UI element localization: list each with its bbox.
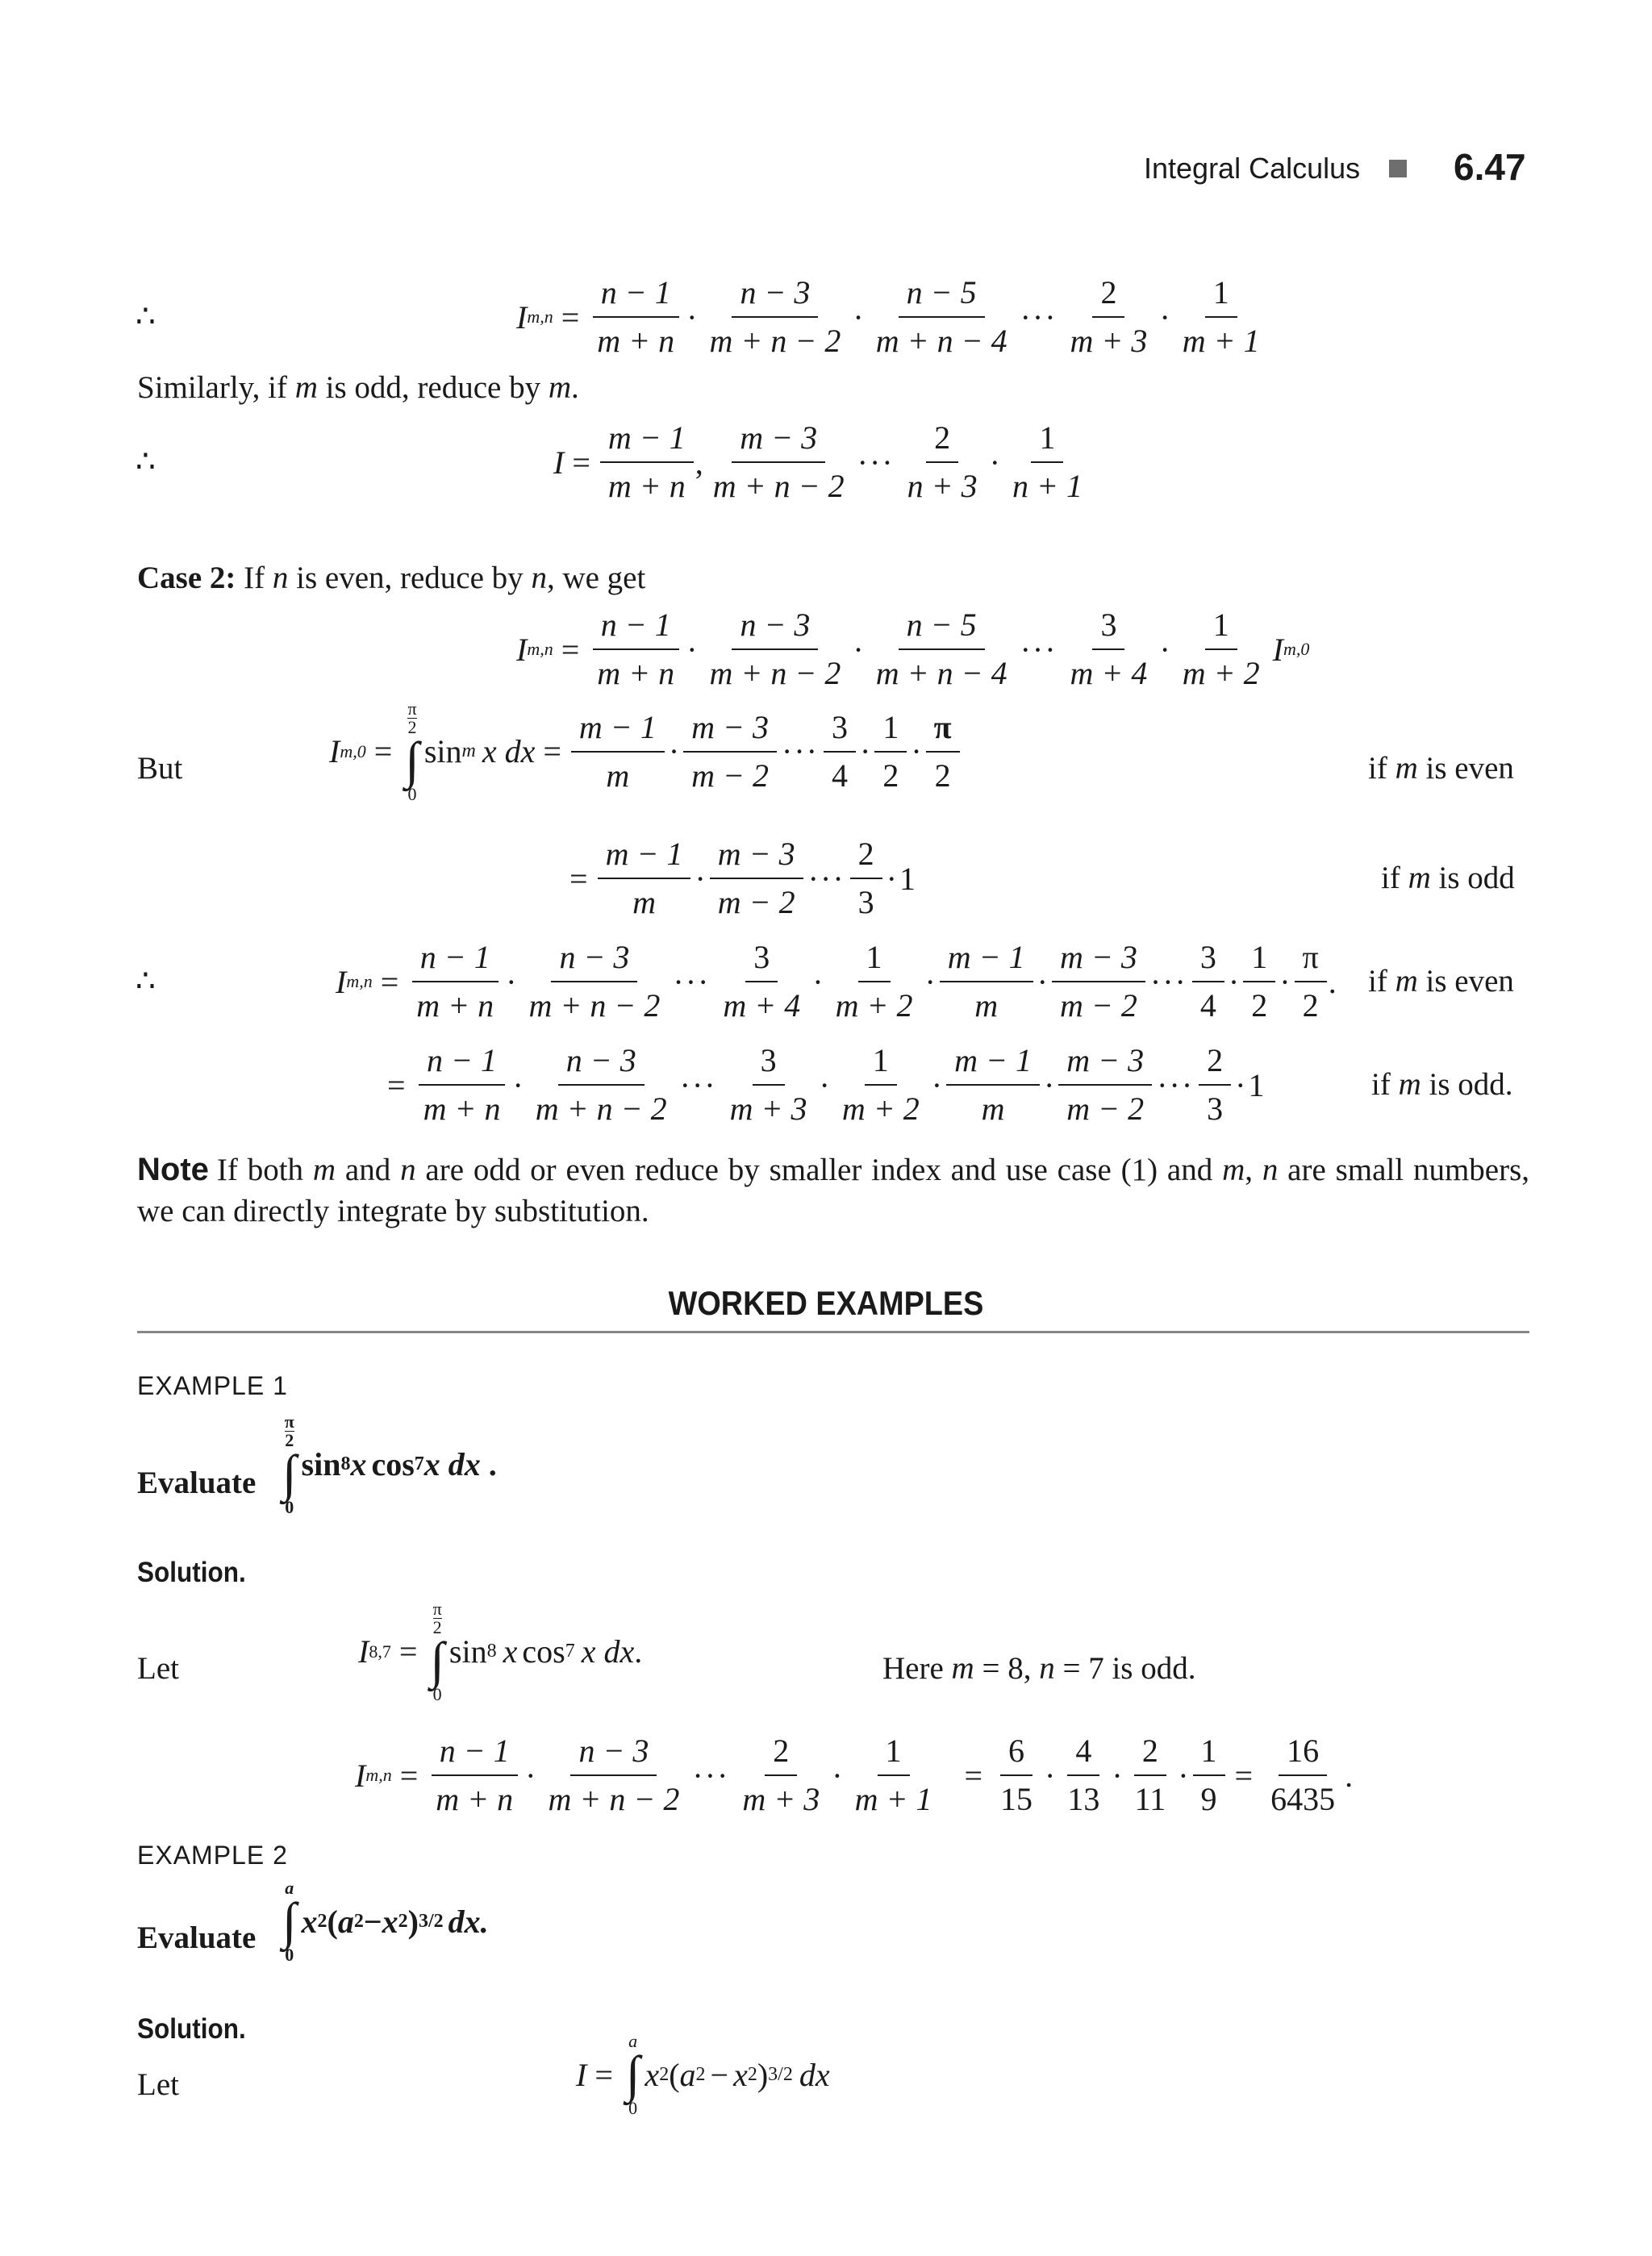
therefore-symbol: ∴ bbox=[136, 964, 156, 999]
page-number: 6.47 bbox=[1454, 146, 1526, 188]
example2-solution: Solution. bbox=[137, 2013, 246, 2045]
header-square-icon bbox=[1389, 160, 1407, 177]
example1-evaluate: Evaluate bbox=[137, 1466, 257, 1500]
equation-Im0-even: I m,0 = π 2 ∫ 0 sin m x dx = $\frac{m - 1}{m}$ · m − 3 m − 2 ··· 3 4 · 1 2 · π 2 bbox=[329, 700, 962, 803]
section-rule bbox=[137, 1331, 1529, 1333]
condition-m-odd: if m is odd. bbox=[1371, 1067, 1513, 1102]
equation-Im0-odd: = $\frac{m - 1}{m}$ · m − 3 m − 2 ··· 2 3 · 1 bbox=[569, 836, 916, 920]
equation-combined-even: I m,n = $\frac{n - 1}{m + n}$ · n − 3 m + n − 2 ··· 3 m + 4 · 1 m + 2 · m − 1 m · m − 3 m − 2 ··· 3 4 · 1 2 · π 2 . bbox=[336, 939, 1337, 1024]
example1-here: Here m = 8, n = 7 is odd. bbox=[882, 1651, 1196, 1686]
example1-solution: Solution. bbox=[137, 1557, 246, 1588]
example1-integral: π 2 ∫ 0 sin 8 x cos 7 x dx . bbox=[282, 1412, 497, 1517]
equation-combined-odd: = $\frac{n - 1}{m + n}$ · n − 3 m + n − 2 ··· 3 m + 3 · 1 m + 2 · m − 1 m · m − 3 m − 2 ··· 2 3 · 1 bbox=[387, 1042, 1265, 1127]
equation-case1-n-odd: I m,n = $\frac{n - 1}{m + n}$ · n − 3 m + n − 2 · n − 5 m + n − 4 ··· 2 m + 3 · 1 m + 1 bbox=[516, 274, 1260, 359]
example2-let: Let bbox=[137, 2067, 179, 2102]
example2-label: EXAMPLE 2 bbox=[137, 1841, 288, 1870]
example2-evaluate: Evaluate bbox=[137, 1920, 257, 1955]
example1-let: Let bbox=[137, 1651, 179, 1686]
section-title: WORKED EXAMPLES bbox=[668, 1284, 984, 1322]
running-header-title: Integral Calculus bbox=[1144, 152, 1361, 185]
condition-m-even: if m is even bbox=[1368, 751, 1514, 786]
therefore-symbol: ∴ bbox=[136, 444, 156, 479]
example2-integral: a ∫ 0 x 2 ( a 2 − x 2 ) 3/2 dx. bbox=[282, 1878, 489, 1965]
equation-m-odd: I = $\frac{m - 1}{m + n}$ , m − 3 m + n − 2 ··· 2 n + 3 · 1 n + 1 bbox=[553, 419, 1083, 504]
therefore-symbol: ∴ bbox=[136, 299, 156, 334]
example1-result: I m,n = $\frac{n - 1}{m + n}$ · n − 3 m + n − 2 ··· 2 m + 3 · $\frac{1}{m + 1}$ = $\frac{6}{15}$ · 4 13 · 2 11 · $\frac{1}{9}$ = $\frac{16}{6435}$ . bbox=[355, 1733, 1354, 1817]
case2-heading: Case 2: If n is even, reduce by n, we get bbox=[137, 561, 646, 595]
condition-m-odd: if m is odd bbox=[1381, 861, 1515, 895]
but-label: But bbox=[137, 751, 183, 786]
example1-label: EXAMPLE 1 bbox=[137, 1371, 288, 1400]
similarly-text: Similarly, if m is odd, reduce by m. bbox=[137, 370, 579, 405]
example2-let-integral: I = a ∫ 0 x 2 ( a 2 − x 2 ) 3/2 dx bbox=[576, 2031, 830, 2118]
equation-case2-n-even: I m,n = $\frac{n - 1}{m + n}$ · n − 3 m + n − 2 · n − 5 m + n − 4 ··· 3 m + 4 · 1 m + 2 I m,0 bbox=[516, 607, 1310, 691]
condition-m-even: if m is even bbox=[1368, 964, 1514, 999]
example1-let-integral: I 8,7 = π 2 ∫ 0 sin 8 x cos 7 x dx . bbox=[358, 1599, 643, 1704]
note-paragraph: Note If both m and n are odd or even reduce by smaller index and use case (1) and m, n are small numbers, we can directly integrate by substitution. bbox=[137, 1152, 1530, 1228]
